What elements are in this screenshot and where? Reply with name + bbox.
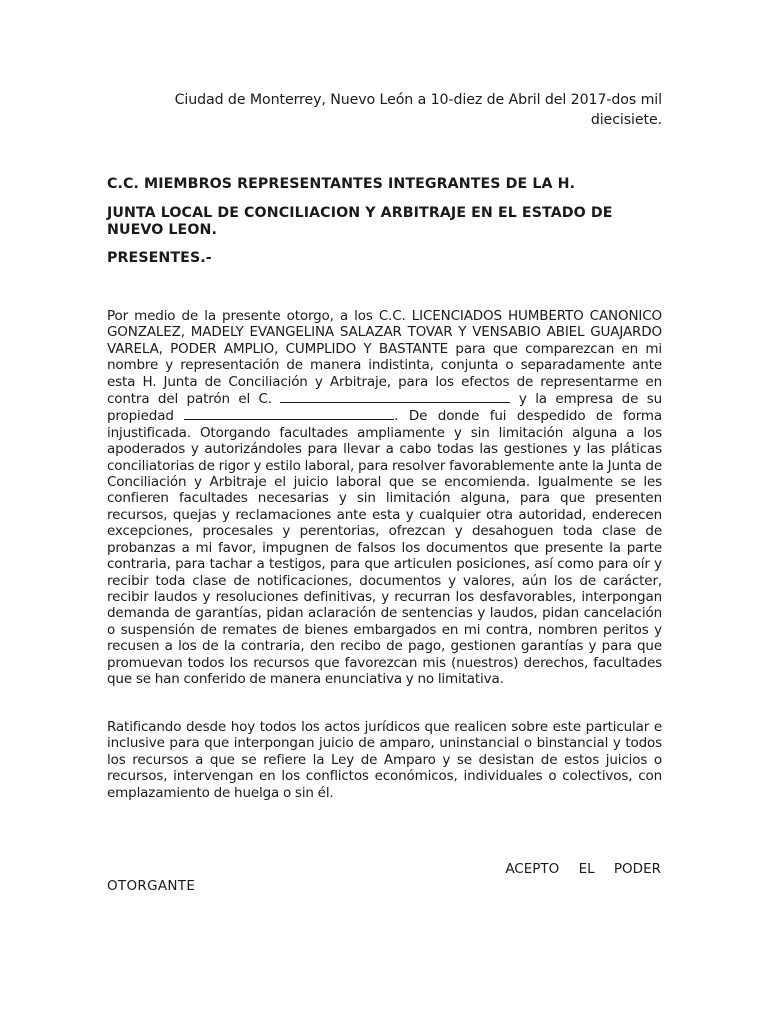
date-line: Ciudad de Monterrey, Nuevo León a 10-diez de Abril del 2017-dos mil diecisiete. bbox=[174, 92, 662, 128]
presentes-heading: PRESENTES.- bbox=[107, 250, 212, 266]
addressee-heading: C.C. MIEMBROS REPRESENTANTES INTEGRANTES DE LA H. bbox=[107, 176, 576, 192]
paragraph-text-part-c: . De donde fui despedido de forma injustificada. Otorgando facultades ampliamente y sin limitación alguna a los apoderados y autorizándoles para llevar a cabo todas las gestiones y las pláticas conciliatorias de rigor y estilo laboral, para resolver favorablemente ante la Junta de Conciliación y Arbitraje el juicio laboral que se encomienda. Igualmente se les confieren facultades necesarias y sin limitación alguna, para que presenten recursos, quejas y reclamaciones ante esta y cualquier otra autoridad, enderecen excepciones, procesales y perentorias, ofrezcan y desahoguen toda clase de probanzas a mi favor, impugnen de falsos los documentos que presente la parte contraria, para tachar a testigos, para que articulen posiciones, así como para oír y recibir toda clase de notificaciones, documentos y valores, aún los de carácter, recibir laudos y resoluciones definitivas, y recurran los desfavorables, interpongan demanda de garantías, pidan aclaración de sentencias y laudos, pidan cancelación o suspensión de remates de bienes embargados en mi contra, nombren peritos y recusen a los de la contraria, den recibo de pago, gestionen garantías y para que promuevan todos los recursos que favorezcan mis (nuestros) derechos, facultades que se han conferido de manera enunciativa y no limitativa. bbox=[107, 408, 662, 687]
accept-power-label: ACEPTO EL PODER bbox=[505, 861, 661, 877]
paragraph-text-part-b: y la empresa de su propiedad bbox=[107, 391, 662, 425]
paragraph-text-part-a: Por medio de la presente otorgo, a los C.C. LICENCIADOS HUMBERTO CANONICO GONZALEZ, MADELY EVANGELINA SALAZAR TOVAR Y VENSABIO ABIEL GUAJARDO VARELA, PODER AMPLIO, CUMPLIDO Y BASTANTE para que comparezcan en mi nombre y representación de manera indistinta, conjunta o separadamente ante esta H. Junta de Conciliación y Arbitraje, para los efectos de representarme en contra del patrón el C. bbox=[107, 308, 662, 408]
power-of-attorney-paragraph bbox=[107, 308, 662, 687]
company-name-blank bbox=[184, 407, 394, 420]
grantor-label: OTORGANTE bbox=[107, 878, 196, 894]
employer-name-blank bbox=[280, 390, 510, 403]
ratification-paragraph: Ratificando desde hoy todos los actos jurídicos que realicen sobre este particular e inclusive para que interpongan juicio de amparo, uninstancial o binstancial y todos los recursos a que se refiere la Ley de Amparo y se desistan de estos juicios o recursos, intervengan en los conflictos económicos, individuales o colectivos, con emplazamiento de huelga o sin él. bbox=[107, 719, 662, 801]
institution-heading: JUNTA LOCAL DE CONCILIACION Y ARBITRAJE EN EL ESTADO DE NUEVO LEON. bbox=[107, 205, 613, 238]
